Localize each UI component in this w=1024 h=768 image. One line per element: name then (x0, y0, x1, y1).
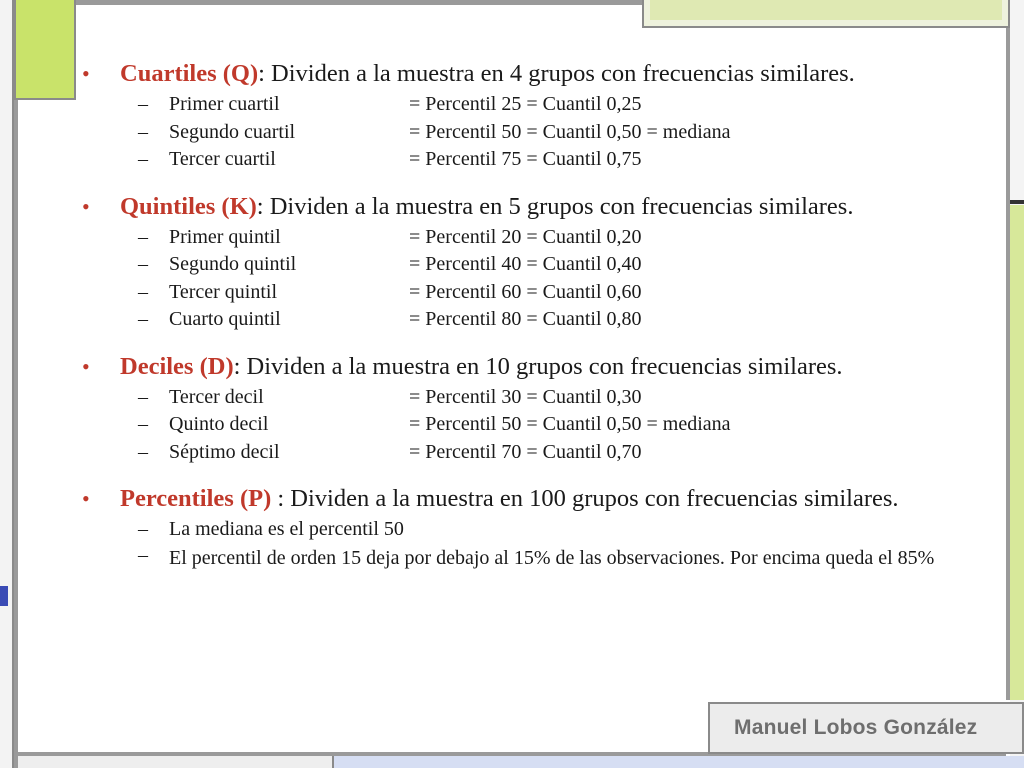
list-item (78, 224, 988, 252)
dash-icon: – (138, 148, 148, 170)
item-value: = Percentil 80 = Cuantil 0,80 (409, 308, 642, 330)
dash-icon: – (138, 93, 148, 115)
section-cuartiles (78, 57, 988, 174)
item-label: Segundo cuartil (169, 120, 296, 143)
item-value: = Percentil 60 = Cuantil 0,60 (409, 280, 642, 303)
dash-icon: – (138, 120, 148, 143)
item-value: = Percentil 50 = Cuantil 0,50 = mediana (409, 413, 731, 435)
item-label: Cuarto quintil (169, 308, 281, 330)
list-item (78, 544, 988, 569)
bullet-dot-icon: • (82, 486, 90, 511)
item-label: Tercer cuartil (169, 148, 276, 170)
bullet-deciles (78, 350, 988, 384)
dash-icon: – (138, 413, 148, 435)
item-label: Tercer quintil (169, 280, 277, 303)
bottom-frame-strip-right (334, 756, 1024, 768)
section-quintiles (78, 190, 988, 334)
dash-icon: – (138, 543, 148, 566)
list-item (78, 279, 988, 307)
term-description: : Dividen a la muestra en 100 grupos con frecuencias similares. (271, 485, 899, 512)
bullet-percentiles (78, 482, 988, 516)
list-item (78, 91, 988, 119)
item-value: = Percentil 25 = Cuantil 0,25 (409, 93, 642, 115)
item-value: = Percentil 30 = Cuantil 0,30 (409, 385, 642, 408)
item-label: Séptimo decil (169, 440, 280, 463)
item-label: Segundo quintil (169, 253, 297, 275)
term-title: Cuartiles (Q) (120, 60, 259, 87)
list-item (78, 146, 988, 174)
list-item (78, 411, 988, 439)
author-box (708, 702, 1024, 754)
list-item (78, 119, 988, 147)
dash-icon: – (138, 253, 148, 275)
item-label: Primer cuartil (169, 93, 280, 115)
left-blue-marker (0, 586, 8, 606)
list-item (78, 439, 988, 467)
slide-content (78, 57, 988, 585)
author-name: Manuel Lobos González (734, 716, 978, 739)
item-value: = Percentil 50 = Cuantil 0,50 = mediana (409, 120, 731, 143)
dash-icon: – (138, 440, 148, 463)
list-item (78, 516, 988, 544)
item-value: = Percentil 40 = Cuantil 0,40 (409, 253, 642, 275)
right-frame-tick (1010, 200, 1024, 204)
item-label: Tercer decil (169, 385, 264, 408)
term-title: Percentiles (P) (120, 485, 272, 512)
top-frame-line (76, 0, 642, 5)
term-description: : Dividen a la muestra en 4 grupos con frecuencias similares. (258, 60, 855, 87)
bullet-dot-icon: • (82, 193, 90, 219)
dash-icon: – (138, 518, 148, 540)
bullet-dot-icon: • (82, 61, 90, 86)
left-frame-strip (0, 0, 14, 768)
bullet-quintiles (78, 190, 988, 224)
item-value: = Percentil 75 = Cuantil 0,75 (409, 148, 642, 170)
left-frame-line (14, 100, 18, 768)
list-item (78, 306, 988, 334)
term-description: : Dividen a la muestra en 10 grupos con frecuencias similares. (233, 352, 843, 380)
right-green-band (1010, 205, 1024, 700)
bottom-frame-strip-left (18, 756, 334, 768)
corner-green-block (14, 0, 76, 100)
term-description: : Dividen a la muestra en 5 grupos con frecuencias similares. (256, 192, 854, 220)
item-value: = Percentil 70 = Cuantil 0,70 (409, 440, 642, 463)
item-label: Primer quintil (169, 225, 281, 248)
list-item (78, 251, 988, 279)
item-label: Quinto decil (169, 413, 269, 435)
dash-icon: – (138, 225, 148, 248)
bullet-cuartiles (78, 57, 988, 91)
term-title: Deciles (D) (120, 352, 234, 380)
note-text: La mediana es el percentil 50 (169, 518, 404, 540)
bullet-dot-icon: • (82, 353, 90, 379)
section-percentiles (78, 482, 988, 569)
note-text: El percentil de orden 15 deja por debajo al 15% de las observaciones. Por encima queda el 85% (169, 546, 935, 569)
term-title: Quintiles (K) (120, 192, 257, 220)
item-value: = Percentil 20 = Cuantil 0,20 (409, 225, 642, 248)
dash-icon: – (138, 385, 148, 408)
section-deciles (78, 350, 988, 467)
dash-icon: – (138, 308, 148, 330)
top-right-green-band (650, 0, 1002, 20)
dash-icon: – (138, 280, 148, 303)
list-item (78, 384, 988, 412)
